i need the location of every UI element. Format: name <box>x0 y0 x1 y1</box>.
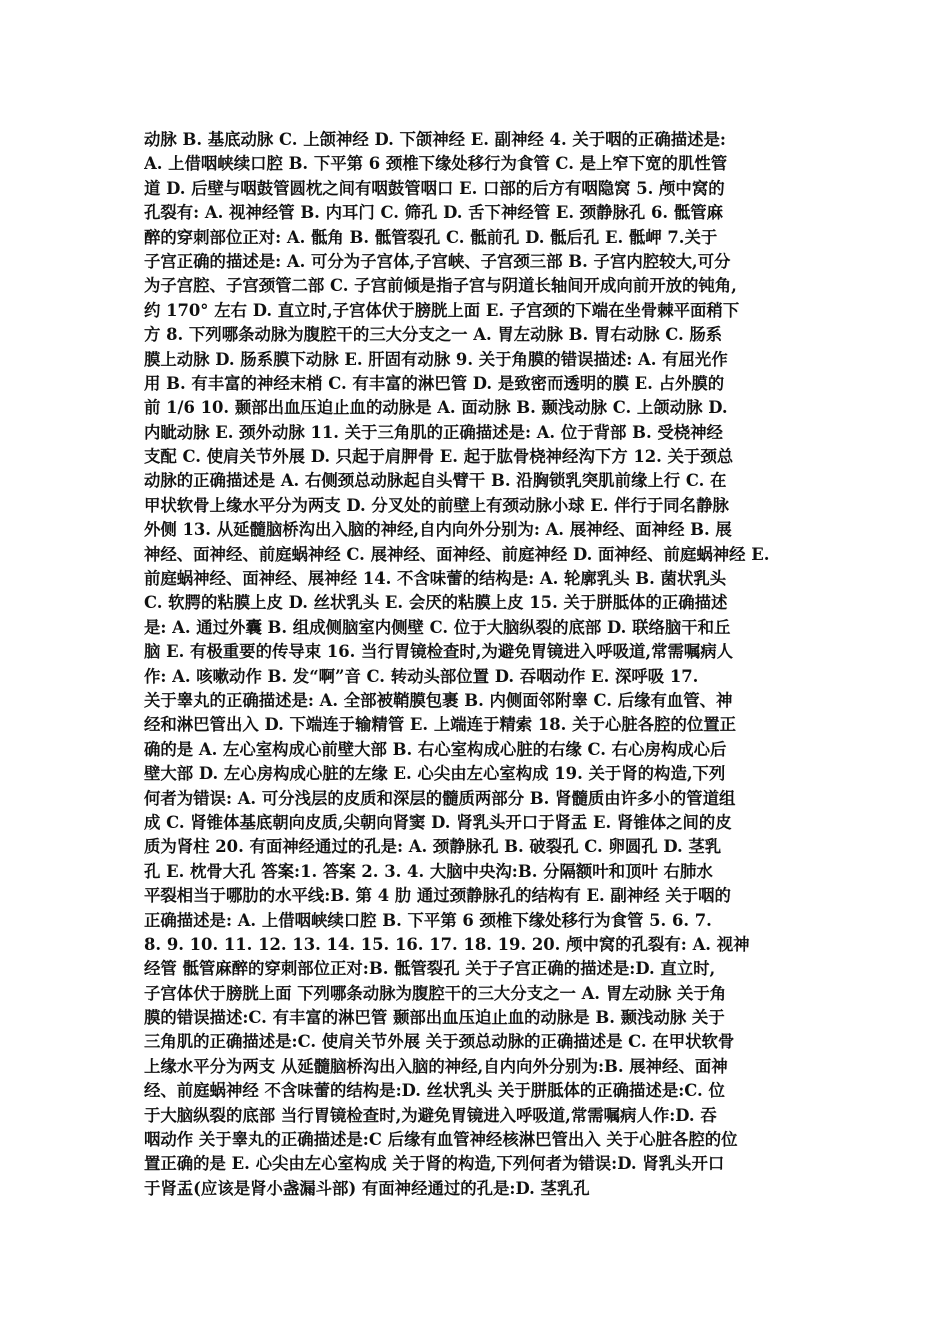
text-line: 醉的穿刺部位正对: A. 骶角 B. 骶管裂孔 C. 骶前孔 D. 骶后孔 E. 骶岬 7.关于 <box>144 227 718 247</box>
text-line: 前 1/6 10. 颞部出血压迫止血的动脉是 A. 面动脉 B. 颞浅动脉 C. 上颌动脉 D. <box>144 398 728 418</box>
text-line: 壁大部 D. 左心房构成心脏的左缘 E. 心尖由左心室构成 19. 关于肾的构造,下列 <box>144 764 726 784</box>
text-line: 确的是 A. 左心室构成心前壁大部 B. 右心室构成心脏的右缘 C. 右心房构成心后 <box>144 739 727 759</box>
text-line: 正确描述是: A. 上借咽峡续口腔 B. 下平第 6 颈椎下缘处移行为食管 5. 6. 7. <box>144 910 712 930</box>
text-line: 孔 E. 枕骨大孔 答案:1. 答案 2. 3. 4. 大脑中央沟:B. 分隔额叶和顶叶 右肺水 <box>144 861 713 881</box>
text-line: 甲状软骨上缘水平分为两支 D. 分叉处的前壁上有颈动脉小球 E. 伴行于同名静脉 <box>144 495 729 515</box>
text-line: 经管 骶管麻醉的穿刺部位正对:B. 骶管裂孔 关于子宫正确的描述是:D. 直立时, <box>144 959 716 979</box>
text-line: 道 D. 后壁与咽鼓管圆枕之间有咽鼓管咽口 E. 口部的后方有咽隐窝 5. 颅中窝的 <box>144 178 725 198</box>
text-line: 内眦动脉 E. 颈外动脉 11. 关于三角肌的正确描述是: A. 位于背部 B. 受桡神经 <box>144 422 723 442</box>
text-line: 脑 E. 有极重要的传导束 16. 当行胃镜检查时,为避免胃镜进入呼吸道,常需嘱病人 <box>144 642 734 662</box>
text-line: 膜的错误描述:C. 有丰富的淋巴管 颞部出血压迫止血的动脉是 B. 颞浅动脉 关于 <box>144 1008 725 1028</box>
text-line: C. 软腭的粘膜上皮 D. 丝状乳头 E. 会厌的粘膜上皮 15. 关于胼胝体的正确描述 <box>144 593 728 613</box>
text-line: 8. 9. 10. 11. 12. 13. 14. 15. 16. 17. 18. 19. 20. 颅中窝的孔裂有: A. 视神 <box>144 934 750 954</box>
body-text <box>144 128 850 1201</box>
text-line: 平裂相当于哪肋的水平线:B. 第 4 肋 通过颈静脉孔的结构有 E. 副神经 关于咽的 <box>144 886 731 906</box>
text-line: 何者为错误: A. 可分浅层的皮质和深层的髓质两部分 B. 肾髓质由许多小的管道组 <box>144 788 736 808</box>
text-line: 用 B. 有丰富的神经末梢 C. 有丰富的淋巴管 D. 是致密而透明的膜 E. 占外膜的 <box>144 373 725 393</box>
text-line: 子宫正确的描述是: A. 可分为子宫体,子宫峡、子宫颈三部 B. 子宫内腔较大,可分 <box>144 251 731 271</box>
text-line: 关于睾丸的正确描述是: A. 全部被鞘膜包裹 B. 内侧面邻附睾 C. 后缘有血管、神 <box>144 690 733 710</box>
text-line: 作: A. 咳嗽动作 B. 发“啊”音 C. 转动头部位置 D. 吞咽动作 E. 深呼吸 17. <box>144 666 699 686</box>
text-line: 方 8. 下列哪条动脉为腹腔干的三大分支之一 A. 胃左动脉 B. 胃右动脉 C. 肠系 <box>144 325 723 345</box>
text-line: 外侧 13. 从延髓脑桥沟出入脑的神经,自内向外分别为: A. 展神经、面神经 B. 展 <box>144 520 732 540</box>
text-line: 上缘水平分为两支 从延髓脑桥沟出入脑的神经,自内向外分别为:B. 展神经、面神 <box>144 1056 728 1076</box>
text-line: A. 上借咽峡续口腔 B. 下平第 6 颈椎下缘处移行为食管 C. 是上窄下宽的肌性管 <box>144 154 728 174</box>
text-line: 经和淋巴管出入 D. 下端连于输精管 E. 上端连于精索 18. 关于心脏各腔的位置正 <box>144 715 737 735</box>
text-line: 经、前庭蜗神经 不含味蕾的结构是:D. 丝状乳头 关于胼胝体的正确描述是:C. 位 <box>144 1081 725 1101</box>
text-line: 前庭蜗神经、面神经、展神经 14. 不含味蕾的结构是: A. 轮廓乳头 B. 菌状乳头 <box>144 569 727 589</box>
text-line: 三角肌的正确描述是:C. 使肩关节外展 关于颈总动脉的正确描述是 C. 在甲状软骨 <box>144 1032 735 1052</box>
text-line: 支配 C. 使肩关节外展 D. 只起于肩胛骨 E. 起于肱骨桡神经沟下方 12. 关于颈总 <box>144 447 734 467</box>
text-line: 为子宫腔、子宫颈管二部 C. 子宫前倾是指子宫与阴道长轴间开成向前开放的钝角, <box>144 276 737 296</box>
text-line: 子宫体伏于膀胱上面 下列哪条动脉为腹腔干的三大分支之一 A. 胃左动脉 关于角 <box>144 983 727 1003</box>
text-line: 成 C. 肾锥体基底朝向皮质,尖朝向肾窦 D. 肾乳头开口于肾盂 E. 肾锥体之间的皮 <box>144 812 732 832</box>
text-line: 咽动作 关于睾丸的正确描述是:C 后缘有血管神经核淋巴管出入 关于心脏各腔的位 <box>144 1130 738 1150</box>
text-line: 约 170° 左右 D. 直立时,子宫体伏于膀胱上面 E. 子宫颈的下端在坐骨棘平面稍下 <box>144 300 740 320</box>
text-line: 动脉 B. 基底动脉 C. 上颌神经 D. 下颌神经 E. 副神经 4. 关于咽的正确描述是: <box>144 130 726 149</box>
text-line: 于肾盂(应该是肾小盏漏斗部) 有面神经通过的孔是:D. 茎乳孔 <box>144 1178 590 1198</box>
text-line: 置正确的是 E. 心尖由左心室构成 关于肾的构造,下列何者为错误:D. 肾乳头开口 <box>144 1154 725 1174</box>
text-line: 质为肾柱 20. 有面神经通过的孔是: A. 颈静脉孔 B. 破裂孔 C. 卵圆孔 D. 茎乳 <box>144 837 722 857</box>
text-line: 于大脑纵裂的底部 当行胃镜检查时,为避免胃镜进入呼吸道,常需嘱病人作:D. 吞 <box>144 1105 717 1125</box>
text-line: 是: A. 通过外囊 B. 组成侧脑室内侧壁 C. 位于大脑纵裂的底部 D. 联络脑干和丘 <box>144 617 731 637</box>
text-line: 孔裂有: A. 视神经管 B. 内耳门 C. 筛孔 D. 舌下神经管 E. 颈静脉孔 6. 骶管麻 <box>144 203 723 223</box>
text-line: 神经、面神经、前庭蜗神经 C. 展神经、面神经、前庭神经 D. 面神经、前庭蜗神经 E. <box>144 544 770 564</box>
text-line: 动脉的正确描述是 A. 右侧颈总动脉起自头臂干 B. 沿胸锁乳突肌前缘上行 C. 在 <box>144 471 727 491</box>
text-line: 膜上动脉 D. 肠系膜下动脉 E. 肝固有动脉 9. 关于角膜的错误描述: A. 有屈光作 <box>144 349 728 369</box>
